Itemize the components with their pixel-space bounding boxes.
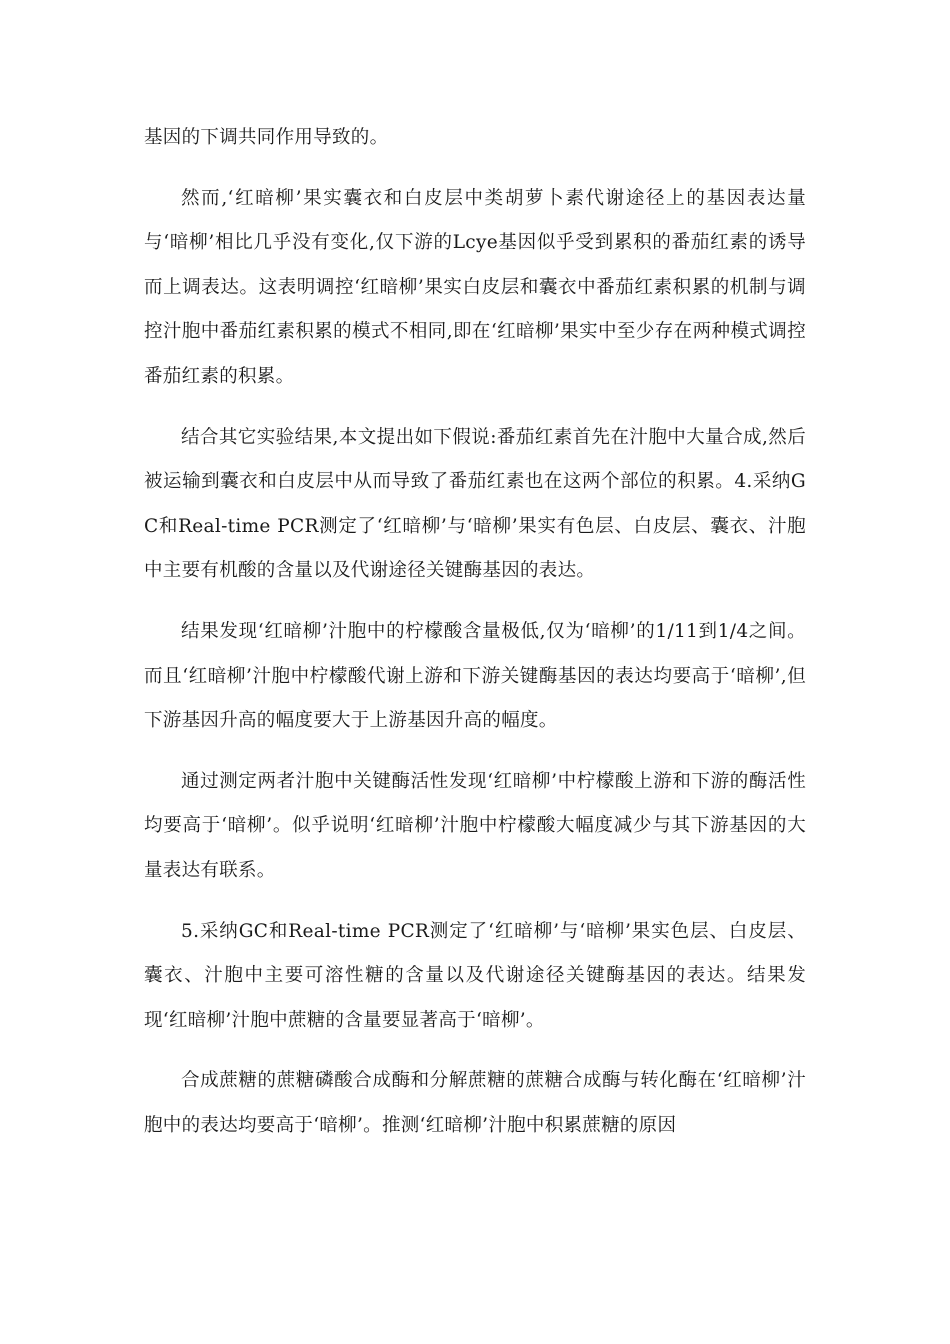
paragraph-sucrose-enzymes: 合成蔗糖的蔗糖磷酸合成酶和分解蔗糖的蔗糖合成酶与转化酶在‘红暗柳’汁胞中的表达均要高于‘暗柳’。推测‘红暗柳’汁胞中积累蔗糖的原因	[144, 1070, 806, 1136]
paragraph-citric-acid-results: 结果发现‘红暗柳’汁胞中的柠檬酸含量极低,仅为‘暗柳’的1/11到1/4之间。而且‘红暗柳’汁胞中柠檬酸代谢上游和下游关键酶基因的表达均要高于‘暗柳’,但下游基因升高的幅度要大于上游基因升高的幅度。	[144, 620, 806, 732]
paragraph-continuation: 基因的下调共同作用导致的。	[144, 127, 389, 148]
body-text	[144, 116, 806, 1164]
paragraph-soluble-sugar-results: 5.采纳GC和Real-time PCR测定了‘红暗柳’与‘暗柳’果实色层、白皮层、囊衣、汁胞中主要可溶性糖的含量以及代谢途径关键酶基因的表达。结果发现‘红暗柳’汁胞中蔗糖的含量要显著高于‘暗柳’。	[144, 920, 806, 1031]
paragraph-enzyme-activity: 通过测定两者汁胞中关键酶活性发现‘红暗柳’中柠檬酸上游和下游的酶活性均要高于‘暗柳’。似乎说明‘红暗柳’汁胞中柠檬酸大幅度减少与其下游基因的大量表达有联系。	[144, 770, 806, 881]
paragraph-carotenoid-gene-expression: 然而,‘红暗柳’果实囊衣和白皮层中类胡萝卜素代谢途径上的基因表达量与‘暗柳’相比几乎没有变化,仅下游的Lcye基因似乎受到累积的番茄红素的诱导而上调表达。这表明调控‘红暗柳’果实白皮层和囊衣中番茄红素积累的机制与调控汁胞中番茄红素积累的模式不相同,即在‘红暗柳’果实中至少存在两种模式调控番茄红素的积累。	[144, 187, 806, 387]
paragraph-lycopene-hypothesis: 结合其它实验结果,本文提出如下假说:番茄红素首先在汁胞中大量合成,然后被运输到囊衣和白皮层中从而导致了番茄红素也在这两个部位的积累。4.采纳GC和Real-time PCR测定了‘红暗柳’与‘暗柳’果实有色层、白皮层、囊衣、汁胞中主要有机酸的含量以及代谢途径关键酶基因的表达。	[144, 426, 806, 582]
